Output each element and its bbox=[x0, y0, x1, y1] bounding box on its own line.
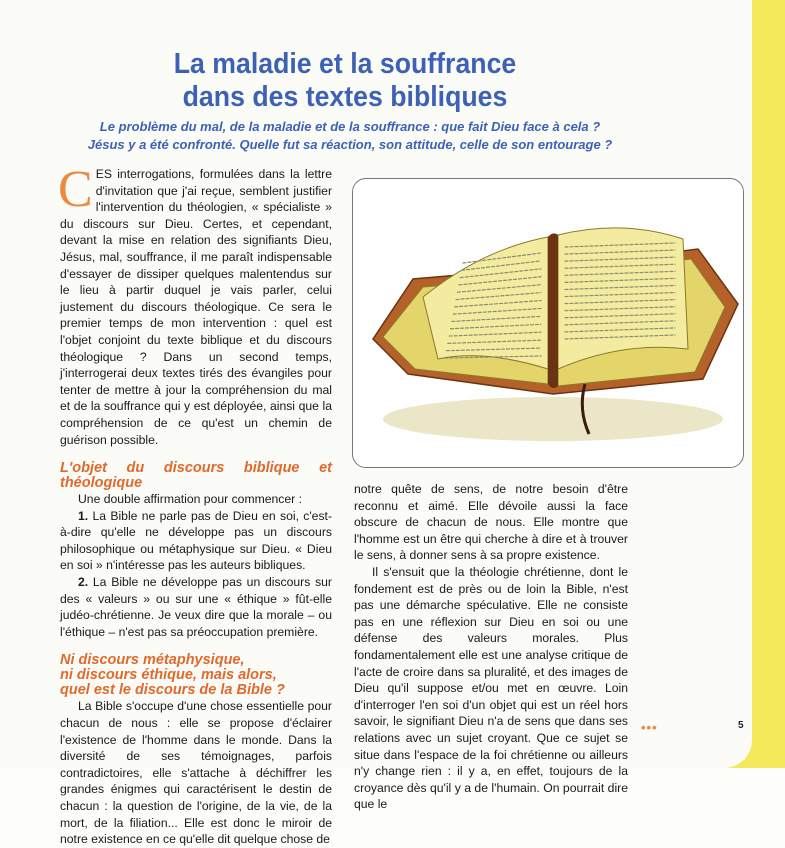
title-line-1: La maladie et la souffrance bbox=[173, 48, 517, 80]
book-shadow bbox=[383, 397, 723, 441]
right-page bbox=[558, 228, 688, 369]
left-page bbox=[423, 237, 548, 369]
section1-item-1 bbox=[60, 508, 332, 574]
section-heading-objet: L'objet du discours biblique et théologique bbox=[60, 460, 332, 492]
page-title bbox=[28, 48, 663, 114]
section1-lead: Une double affirmation pour commencer : bbox=[78, 492, 303, 507]
book-spine bbox=[548, 233, 558, 388]
right-paragraph-1: notre quête de sens, de notre besoin d'être reconnu et aimé. Elle dévoile aussi la face obscure de chacun de nous. Elle montre que l'homme est un être qui cherche à dire et à trouver le sens, à donner sens à sa propre existence. bbox=[354, 482, 628, 563]
section1-item-2 bbox=[60, 574, 332, 640]
item-2-number: 2. bbox=[78, 575, 89, 590]
title-line-2: dans des textes bibliques bbox=[182, 81, 508, 113]
left-column bbox=[58, 161, 333, 848]
drop-cap: C bbox=[58, 161, 93, 218]
heading-line-2: ni discours éthique, mais alors, bbox=[60, 667, 277, 684]
heading-line-1: Ni discours métaphysique, bbox=[60, 652, 245, 669]
open-bible-illustration bbox=[353, 179, 743, 467]
item-1-number: 1. bbox=[78, 508, 89, 523]
bible-illustration-frame bbox=[352, 178, 744, 468]
intro-paragraph bbox=[58, 161, 332, 448]
subtitle-line-2: Jésus y a été confronté. Quelle fut sa réaction, son attitude, celle de son entourage ? bbox=[87, 137, 613, 152]
item-2-text: La Bible ne développe pas un discours sur des « valeurs » ou sur une « éthique » fût-elle judéo-chrétienne. Je veux dire que la morale – ou l'éthique – n'est pas sa préoccupation première. bbox=[60, 575, 332, 639]
section2-paragraph: La Bible s'occupe d'une chose essentielle pour chacun de nous : elle se propose d'éclairer l'existence de l'homme dans le monde. Dans la diversité de ses témoignages, parfois contradictoires, elle s'attache à déchiffrer les grandes énigmes qui caractérisent le destin de chacun : la question de l'origine, de la vie, de la mort, de la filiation... Elle est donc le miroir de notre existence en ce qu'elle dit quelque chose de bbox=[60, 699, 332, 847]
right-column bbox=[354, 481, 628, 813]
page-subtitle bbox=[40, 118, 660, 154]
heading-line-3: quel est le discours de la Bible ? bbox=[60, 682, 285, 699]
intro-text: ES interrogations, formulées dans la lettre d'invitation que j'ai reçue, semblent justifier l'intervention du théologien, « spécialiste » du discours sur Dieu. Certes, et cependant, devant la mise en relation des signifiants Dieu, Jésus, mal, souffrance, il me paraît indispensable d'essayer de dissiper quelques malentendus sur le lieu à partir duquel je vais parler, celui justement du discours théologique. Ce sera le premier temps de mon intervention : quel est l'objet conjoint du texte biblique et du discours théologique ? Dans un second temps, j'interrogerai deux textes tirés des évangiles pour tenter de mettre à jour la compréhension du mal et de la souffrance qui y est déployée, ainsi que la compréhension de ce qu'est un chemin de guérison possible. bbox=[60, 167, 332, 447]
page-number: 5 bbox=[738, 720, 744, 731]
continuation-dots: ••• bbox=[641, 720, 658, 735]
item-1-text: La Bible ne parle pas de Dieu en soi, c'est-à-dire qu'elle ne développe pas un discours philosophique ou métaphysique sur Dieu. « Dieu en soi » n'intéresse pas les auteurs bibliques. bbox=[60, 508, 333, 573]
subtitle-line-1: Le problème du mal, de la maladie et de la souffrance : que fait Dieu face à cela ? bbox=[99, 119, 601, 134]
section-heading-discours bbox=[60, 653, 332, 698]
right-paragraph-2: Il s'ensuit que la théologie chrétienne, dont le fondement est de près ou de loin la Bible, n'est pas une démarche spéculative. Elle ne consiste pas en une réflexion sur Dieu en soi ou une défense des valeurs morales. Plus fondamentalement elle est une analyse critique de l'acte de croire dans sa pluralité, et des images de Dieu qu'il suppose et/ou met en œuvre. Loin d'interroger l'en soi d'un objet qui est un réel hors savoir, le signifiant Dieu n'a de sens que dans ses relations avec un sujet croyant. Que ce sujet se situe dans l'espace de la foi chrétienne ou ailleurs n'y change rien : il y a, en effet, toujours de la croyance dès qu'il y a de l'humain. On pourrait dire que le bbox=[354, 564, 628, 812]
